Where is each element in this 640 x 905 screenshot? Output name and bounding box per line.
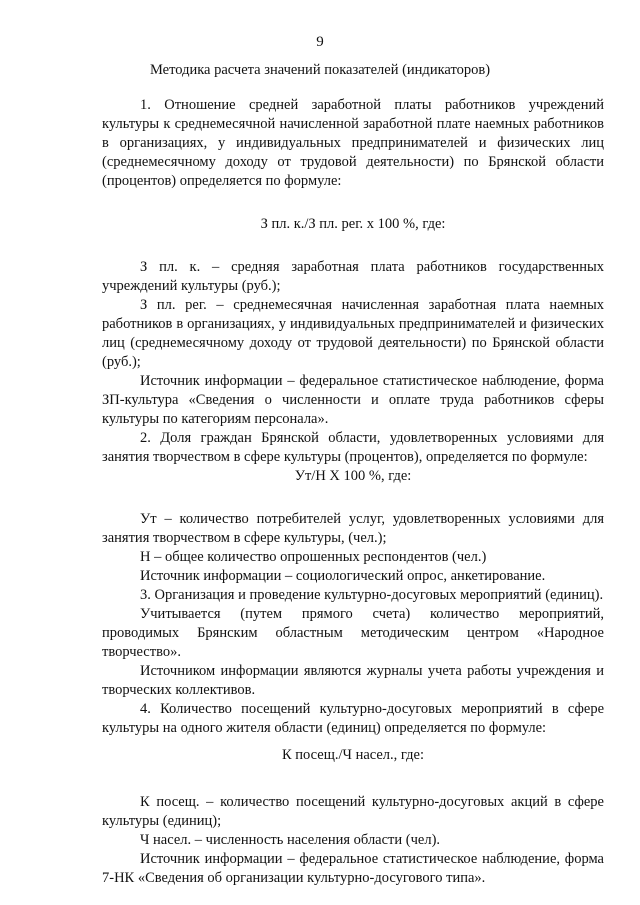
formula-3: К посещ./Ч насел., где: xyxy=(281,747,424,763)
paragraph-indicator-1: 1. Отношение средней заработной платы работников учреждений культуры к среднемесячной начисленной заработной плате наемных работников в организациях, у индивидуальных предпринимателей и физических лиц (среднемесячному доходу от трудовой деятельности) по Брянской области (процентов) определяется по формуле: xyxy=(102,97,604,189)
definition-n: Н – общее количество опрошенных респондентов (чел.) xyxy=(140,549,487,565)
definition-zp-reg: З пл. рег. – среднемесячная начисленная заработная плата наемных работников в организациях, у индивидуальных предпринимателей и физических лиц (среднемесячному доходу от трудовой деятельности) по Брянской области (руб.); xyxy=(102,297,604,370)
paragraph-indicator-2: 2. Доля граждан Брянской области, удовлетворенных условиями для занятия творчеством в сфере культуры (процентов), определяется по формуле: xyxy=(102,430,604,465)
source-indicator-1: Источник информации – федеральное статистическое наблюдение, форма ЗП-культура «Сведения о численности и оплате труда работников сферы культуры по категориям персонала». xyxy=(102,373,604,427)
definition-k-poseshch: К посещ. – количество посещений культурно-досуговых акций в сфере культуры (единиц); xyxy=(102,794,604,829)
definition-ch-nasel: Ч насел. – численность населения области (чел). xyxy=(140,832,441,848)
document-body xyxy=(102,96,604,888)
source-indicator-2: Источник информации – социологический опрос, анкетирование. xyxy=(140,568,546,584)
formula-1: З пл. к./З пл. рег. х 100 %, где: xyxy=(260,216,446,232)
counting-method-indicator-3: Учитывается (путем прямого счета) количество мероприятий, проводимых Брянским областным методическим центром «Народное творчество». xyxy=(102,606,604,660)
page-title: Методика расчета значений показателей (индикаторов) xyxy=(149,62,491,78)
page-number: 9 xyxy=(316,34,324,50)
formula-2: Ут/Н Х 100 %, где: xyxy=(294,468,412,484)
source-indicator-4: Источник информации – федеральное статистическое наблюдение, форма 7-НК «Сведения об организации культурно-досугового типа». xyxy=(102,851,604,886)
definition-ut: Ут – количество потребителей услуг, удовлетворенных условиями для занятия творчеством в сфере культуры, (чел.); xyxy=(102,511,604,546)
definition-zp-k: З пл. к. – средняя заработная плата работников государственных учреждений культуры (руб.); xyxy=(102,259,604,294)
paragraph-indicator-4: 4. Количество посещений культурно-досуговых мероприятий в сфере культуры на одного жителя области (единиц) определяется по формуле: xyxy=(102,701,604,736)
paragraph-indicator-3: 3. Организация и проведение культурно-досуговых мероприятий (единиц). xyxy=(140,587,604,603)
source-indicator-3: Источником информации являются журналы учета работы учреждения и творческих коллективов. xyxy=(102,663,604,698)
